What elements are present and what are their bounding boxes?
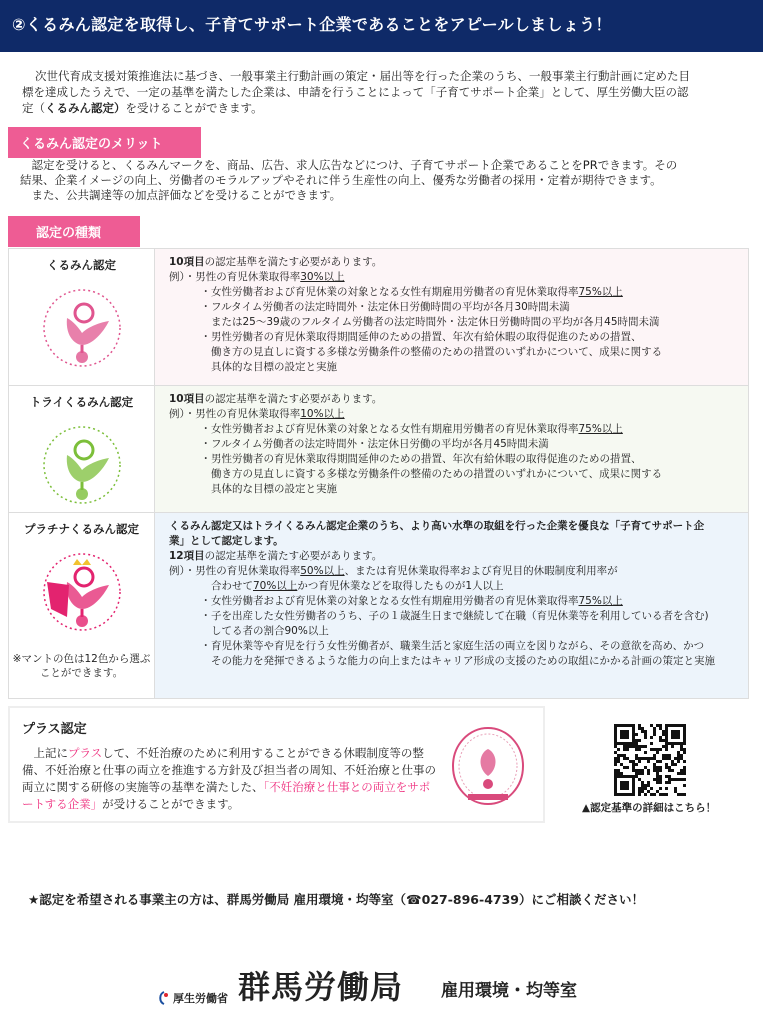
plus-description bbox=[22, 745, 437, 813]
criteria-line bbox=[169, 255, 738, 270]
criteria-text: 具体的な目標の設定と実施 bbox=[169, 483, 337, 495]
criteria-text: ・子を出産した女性労働者のうち、子の１歳誕生日まで継続して在職（育児休業等を利用している者を含む) bbox=[169, 610, 709, 622]
criteria-text: または25～39歳のフルタイム労働者の法定時間外・法定休日労働時間の平均が各月45時間未満 bbox=[169, 316, 660, 328]
kurumin-mark-icon bbox=[37, 283, 127, 373]
certification-row bbox=[9, 513, 748, 698]
criteria-text: の認定基準を満たす必要があります。 bbox=[204, 256, 383, 268]
criteria-text: 具体的な目標の設定と実施 bbox=[169, 361, 337, 373]
plus-text: 上記に bbox=[22, 746, 68, 760]
intro-text bbox=[22, 68, 747, 116]
criteria-line bbox=[169, 639, 738, 654]
certification-name: トライくるみん認定 bbox=[29, 395, 134, 409]
criteria-text: くるみん認定又はトライくるみん認定企業のうち、より高い水準の取組を行った企業を優良な「子育てサポート企 bbox=[169, 520, 705, 532]
certification-criteria bbox=[155, 249, 748, 385]
kurumin-mark-icon bbox=[37, 547, 127, 637]
criteria-text: 働き方の見直しに資する多様な労働条件の整備のための措置のいずれかについて、成果に関する bbox=[169, 468, 663, 480]
criteria-line bbox=[169, 624, 738, 639]
criteria-line bbox=[169, 437, 738, 452]
criteria-text: 例）・男性の育児休業取得率 bbox=[169, 408, 301, 420]
criteria-line bbox=[169, 285, 738, 300]
plus-certification-box bbox=[8, 706, 545, 823]
criteria-text: 12項目 bbox=[169, 550, 205, 562]
criteria-text: 10項目 bbox=[169, 393, 205, 405]
criteria-text: 業」として認定します。 bbox=[169, 535, 284, 547]
plus-highlight: プラス bbox=[68, 746, 103, 760]
criteria-text: その能力を発揮できるような能力の向上またはキャリア形成の支援のための取組にかかる計画の策定と実施 bbox=[169, 655, 715, 667]
criteria-threshold: 50%以上 bbox=[300, 565, 345, 577]
criteria-text: かつ育児休業などを取得したものが1人以上 bbox=[297, 580, 504, 592]
qr-caption: ▲認定基準の詳細はこちら！ bbox=[582, 802, 717, 814]
criteria-line bbox=[169, 452, 738, 467]
criteria-threshold: 70%以上 bbox=[253, 580, 298, 592]
criteria-line bbox=[169, 392, 738, 407]
criteria-text: ・男性労働者の育児休業取得期間延伸のための措置、年次有給休暇の取得促進のための措置、 bbox=[169, 453, 642, 465]
kurumin-mark-icon bbox=[37, 420, 127, 510]
types-heading: 認定の種類 bbox=[8, 216, 140, 247]
criteria-line bbox=[169, 270, 738, 285]
certification-name: プラチナくるみん認定 bbox=[24, 522, 139, 536]
criteria-line bbox=[169, 345, 738, 360]
certification-name-cell bbox=[9, 249, 155, 385]
certification-criteria bbox=[155, 386, 748, 512]
criteria-text: 例）・男性の育児休業取得率 bbox=[169, 565, 301, 577]
ministry-name: 厚生労働省 bbox=[173, 992, 228, 1005]
criteria-line bbox=[169, 594, 738, 609]
criteria-line bbox=[169, 315, 738, 330]
intro-line: 次世代育成支援対策推進法に基づき、一般事業主行動計画の策定・届出等を行った企業のうち、一般事業主行動計画に定めた目 bbox=[35, 69, 691, 83]
intro-line: 標を達成したうえで、一定の基準を満たした企業は、申請を行うことによって「子育てサポート企業」として、厚生労働大臣の認 bbox=[22, 85, 689, 99]
certification-row bbox=[9, 386, 748, 513]
certification-name: くるみん認定 bbox=[47, 258, 116, 272]
criteria-text: ・フルタイム労働者の法定時間外・法定休日労働の平均が各月45時間未満 bbox=[169, 438, 549, 450]
criteria-line bbox=[169, 609, 738, 624]
contact-text: ★認定を希望される事業主の方は、群馬労働局 雇用環境・均等室（☎027-896-4739）にご相談ください！ bbox=[28, 892, 644, 907]
criteria-threshold: 30%以上 bbox=[300, 271, 345, 283]
plus-title: プラス認定 bbox=[22, 722, 87, 737]
criteria-line bbox=[169, 300, 738, 315]
criteria-text: 例）・男性の育児休業取得率 bbox=[169, 271, 301, 283]
criteria-text: ・女性労働者および育児休業の対象となる女性有期雇用労働者の育児休業取得率 bbox=[169, 286, 579, 298]
mantle-color-note: ※マントの色は12色から選ぶことができます。 bbox=[12, 653, 151, 679]
mhlw-emblem-icon bbox=[158, 991, 170, 1005]
criteria-text: 10項目 bbox=[169, 256, 205, 268]
plus-highlight: 「不妊治療と仕事との両立をサポートする企業」 bbox=[22, 780, 431, 811]
criteria-text: ・女性労働者および育児休業の対象となる女性有期雇用労働者の育児休業取得率 bbox=[169, 423, 579, 435]
criteria-line bbox=[169, 549, 738, 564]
criteria-threshold: 10%以上 bbox=[300, 408, 345, 420]
bureau-name: 群馬労働局 bbox=[238, 968, 404, 1006]
merit-line: 結果、企業イメージの向上、労働者のモラルアップやそれに伴う生産性の向上、優秀な労働者の採用・定着が期待できます。 bbox=[20, 173, 662, 187]
mhlw-logo bbox=[158, 990, 228, 1006]
merit-heading: くるみん認定のメリット bbox=[8, 127, 201, 158]
criteria-line bbox=[169, 360, 738, 375]
criteria-line bbox=[169, 579, 738, 594]
certification-criteria bbox=[155, 513, 748, 698]
criteria-threshold: 75%以上 bbox=[578, 286, 623, 298]
page-header bbox=[0, 0, 763, 52]
intro-line3-post: を受けることができます。 bbox=[125, 101, 263, 115]
certification-name-cell bbox=[9, 513, 155, 698]
criteria-threshold: 75%以上 bbox=[578, 595, 623, 607]
criteria-line bbox=[169, 654, 738, 669]
criteria-threshold: 75%以上 bbox=[578, 423, 623, 435]
criteria-line bbox=[169, 519, 738, 534]
criteria-text: の認定基準を満たす必要があります。 bbox=[204, 550, 383, 562]
plus-text: が受けることができます。 bbox=[102, 797, 240, 811]
intro-line3-pre: 定（ bbox=[22, 101, 45, 115]
footer-logo bbox=[158, 968, 577, 1006]
criteria-line bbox=[169, 534, 738, 549]
criteria-text: ・男性労働者の育児休業取得期間延伸のための措置、年次有給休暇の取得促進のための措置、 bbox=[169, 331, 642, 343]
qr-code[interactable] bbox=[614, 724, 686, 796]
criteria-text: ・育児休業等や育児を行う女性労働者が、職業生活と家庭生活の両立を図りながら、その意欲を高め、かつ bbox=[169, 640, 705, 652]
certification-name-cell bbox=[9, 386, 155, 512]
department-name: 雇用環境・均等室 bbox=[441, 981, 578, 1001]
criteria-text: の認定基準を満たす必要があります。 bbox=[204, 393, 383, 405]
criteria-text: してる者の割合90%以上 bbox=[169, 625, 329, 637]
criteria-line bbox=[169, 422, 738, 437]
plus-text: して、不妊治療のために利用することができる休暇制度等の整備、不妊治療と仕事の両立を推進する方針及び担当者の周知、不妊治療と仕事の両立に関する研修の実施等の基準を満たした、 bbox=[22, 746, 436, 794]
merit-line: また、公共調達等の加点評価などを受けることができます。 bbox=[20, 188, 342, 202]
merit-line: 認定を受けると、くるみんマークを、商品、広告、求人広告などにつけ、子育てサポート企業であることをPRできます。その bbox=[20, 158, 678, 172]
criteria-line bbox=[169, 467, 738, 482]
criteria-text: 合わせて bbox=[169, 580, 253, 592]
certification-types-table bbox=[8, 248, 749, 699]
criteria-text: 、または育児休業取得率および育児目的休暇制度利用率が bbox=[344, 565, 618, 577]
plus-kurumin-logo-icon bbox=[448, 724, 528, 814]
certification-row bbox=[9, 249, 748, 386]
header-title: ②くるみん認定を取得し、子育てサポート企業であることをアピールしましょう！ bbox=[12, 15, 612, 34]
criteria-text: ・フルタイム労働者の法定時間外・法定休日労働時間の平均が各月30時間未満 bbox=[169, 301, 570, 313]
criteria-line bbox=[169, 564, 738, 579]
criteria-text: ・女性労働者および育児休業の対象となる女性有期雇用労働者の育児休業取得率 bbox=[169, 595, 579, 607]
merit-text bbox=[20, 158, 750, 203]
intro-line3-bold: くるみん認定） bbox=[45, 101, 126, 115]
criteria-line bbox=[169, 407, 738, 422]
criteria-line bbox=[169, 330, 738, 345]
criteria-text: 働き方の見直しに資する多様な労働条件の整備のための措置のいずれかについて、成果に関する bbox=[169, 346, 663, 358]
criteria-line bbox=[169, 482, 738, 497]
